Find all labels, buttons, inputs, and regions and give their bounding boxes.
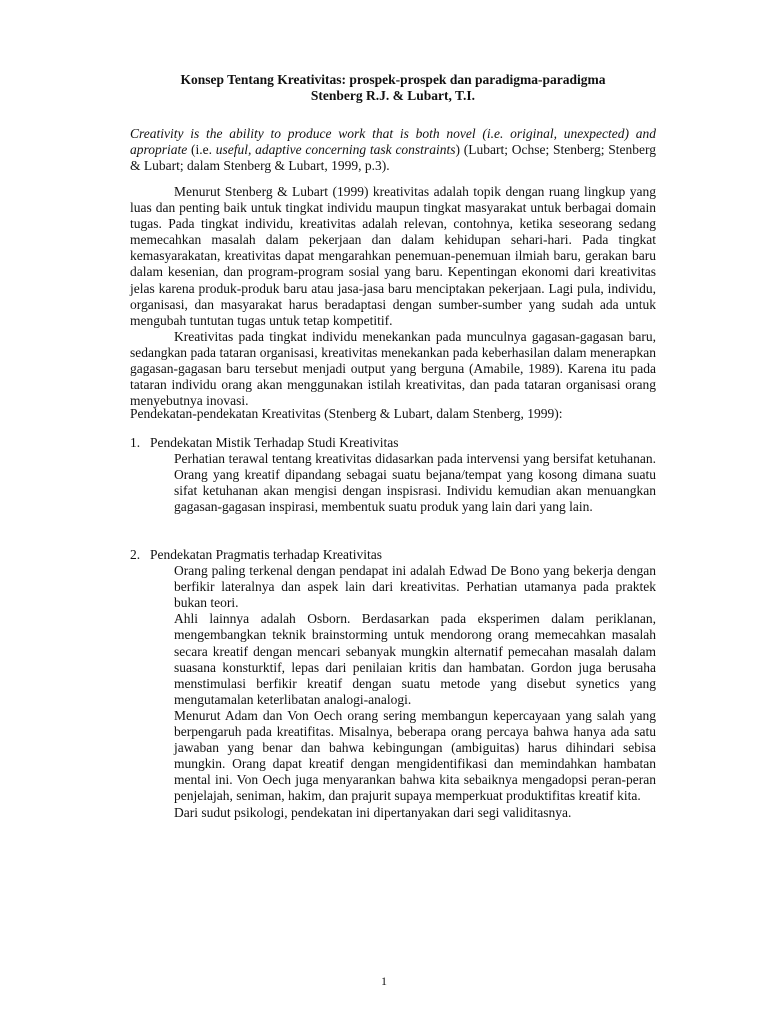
quote-italic-2: useful, adaptive concerning task constraints (215, 142, 456, 158)
section-2-number: 2. (130, 547, 141, 562)
page-number: 1 (381, 974, 387, 988)
section-1-body (174, 451, 656, 515)
definition-quote (130, 126, 656, 174)
quote-plain-2: ) (Lubart; Ochse; Stenberg; Stenberg & Lubart; dalam Stenberg & Lubart, 1999, p.3). (130, 142, 656, 174)
approach-section-1 (130, 435, 656, 515)
title-line-1: Konsep Tentang Kreativitas: prospek-prospek dan paradigma-paradigma (180, 72, 606, 87)
intro-section (130, 184, 656, 409)
approaches-label-text: Pendekatan-pendekatan Kreativitas (Stenberg & Lubart, dalam Stenberg, 1999): (130, 406, 563, 421)
intro-paragraph-2: Kreativitas pada tingkat individu menekankan pada munculnya gagasan-gagasan baru, sedangkan pada tataran organisasi, kreativitas menekankan pada keberhasilan dalam menerapkan gagasan-gagasan baru tersebut menjadi output yang berguna (Amabile, 1989). Karena itu pada tataran individu orang akan menggunakan istilah kreativitas, dan pada tataran organisasi orang menyebutnya inovasi. (130, 328, 656, 409)
section-2-body (174, 563, 656, 821)
section-2-title: Pendekatan Pragmatis terhadap Kreativitas (150, 547, 383, 562)
section-1-title: Pendekatan Mistik Terhadap Studi Kreativitas (150, 435, 399, 450)
title-line-2: Stenberg R.J. & Lubart, T.I. (310, 88, 476, 103)
approaches-heading (130, 406, 656, 422)
section-1-paragraph-1: Perhatian terawal tentang kreativitas didasarkan pada intervensi yang bersifat ketuhanan. Orang yang kreatif dipandang sebagai suatu bejana/tempat yang kosong dimana suatu sifat ketuhanan akan mengisi dengan inspisrasi. Individu kemudian akan menuangkan gagasan-gagasan inspirasi, membentuk suatu produk yang lain dari yang lain. (174, 451, 656, 515)
intro-paragraph-1: Menurut Stenberg & Lubart (1999) kreativitas adalah topik dengan ruang lingkup yang luas dan penting baik untuk tingkat individu maupun tingkat masyarakat untuk berbagai domain tugas. Pada tingkat individu, kreativitas adalah relevan, contohnya, ketika seseorang sedang memecahkan masalah dalam pekerjaan dan dalam kehidupan sehari-hari. Pada tingkat kemasyarakatan, kreativitas dapat mengarahkan penemuan-penemuan ilmiah baru, gerakan baru dalam kesenian, dan program-program sosial yang baru. Kepentingan ekonomi dari kreativitas jelas karena produk-produk baru atau jasa-jasa baru menciptakan pekerjaan. Lagi pula, individu, organisasi, dan masyarakat harus beradaptasi dengan sumber-sumber yang sudah ada untuk mengubah tuntutan tugas untuk tetap kompetitif. (130, 184, 656, 328)
section-2-heading (130, 547, 656, 563)
approach-section-2 (130, 547, 656, 821)
section-1-heading (130, 435, 656, 451)
section-1-number: 1. (130, 435, 141, 450)
section-2-paragraph-2: Ahli lainnya adalah Osborn. Berdasarkan pada eksperimen dalam periklanan, mengembangkan teknik brainstorming untuk mendorong orang memecahkan masalah secara kreatif dengan mencari sebanyak mungkin alternatif pemecahan masalah dalam suasana konsturktif, lepas dari penilaian kritis dan hambatan. Gordon juga berusaha menstimulasi berfikir kreatif dengan suatu metode yang disebut synetics yang mengutamalan keterlibatan analogi-analogi. (174, 611, 656, 707)
section-2-paragraph-3: Menurut Adam dan Von Oech orang sering membangun kepercayaan yang salah yang berpengaruh pada kreatifitas. Misalnya, beberapa orang percaya bahwa hanya ada satu jawaban yang benar dan bahwa kebingungan (ambiguitas) harus dihindari sebisa mungkin. Orang dapat kreatif dengan mengidentifikasi dan memindahkan hambatan mental ini. Von Oech juga menyarankan bahwa kita sebaiknya mengadopsi peran-peran penjelajah, seniman, hakim, dan prajurit supaya memperkuat produktifitas kreatif kita. (174, 707, 656, 804)
document-title (130, 72, 656, 104)
quote-italic-1: Creativity is the ability to produce work that is both novel (i.e. original, unexpected) and apropriate (130, 126, 656, 158)
quote-plain-1: (i.e. (187, 142, 216, 158)
section-2-paragraph-4: Dari sudut psikologi, pendekatan ini dipertanyakan dari segi validitasnya. (174, 804, 572, 820)
section-2-paragraph-1: Orang paling terkenal dengan pendapat ini adalah Edwad De Bono yang bekerja dengan berfikir lateralnya dan aspek lain dari kreativitas. Perhatian utamanya pada praktek bukan teori. (174, 563, 656, 611)
